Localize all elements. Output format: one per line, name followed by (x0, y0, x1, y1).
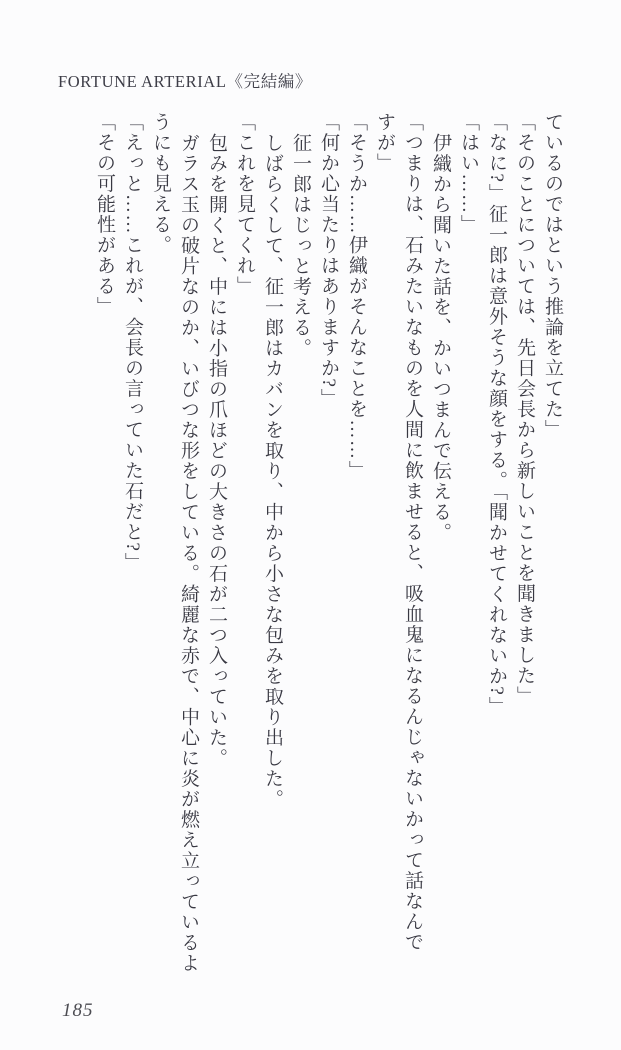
text-line: 「何か心当たりはありますか?」 (318, 112, 339, 409)
text-line: 「つまりは、石みたいなものを人間に飲ませると、吸血鬼になるんじゃないかって話なんで (402, 112, 423, 953)
text-line: ガラス玉の破片なのか、いびつな形をしている。綺麗な赤で、中心に炎が燃え立っているよ (178, 132, 199, 973)
text-line: 「そのことについては、先日会長から新しいことを聞きました」 (514, 112, 535, 707)
text-line: ているのではという推論を立てた」 (542, 112, 563, 440)
text-line: 伊織から聞いた話を、かいつまんで伝える。 (430, 132, 451, 543)
body-text (90, 112, 566, 974)
page-number: 185 (62, 1000, 94, 1021)
text-line: しばらくして、征一郎はカバンを取り、中から小さな包みを取り出した。 (262, 132, 283, 809)
text-line: 「なに?」征一郎は意外そうな顔をする。「聞かせてくれないか?」 (486, 112, 507, 717)
text-line: 征一郎はじっと考える。 (290, 132, 311, 358)
text-line: すが」 (374, 112, 395, 174)
text-line: 「その可能性がある」 (94, 112, 115, 317)
running-header: FORTUNE ARTERIAL《完結編》 (58, 72, 312, 91)
text-line: 「えっと……これが、会長の言っていた石だと?」 (122, 112, 143, 573)
text-line: 「そうか……伊織がそんなことを……」 (346, 112, 367, 481)
text-line: 包みを開くと、中には小指の爪ほどの大きさの石が二つ入っていた。 (206, 132, 227, 768)
text-line: 「これを見てくれ」 (234, 112, 255, 297)
text-line: うにも見える。 (150, 112, 171, 256)
text-line: 「はい……」 (458, 112, 479, 235)
